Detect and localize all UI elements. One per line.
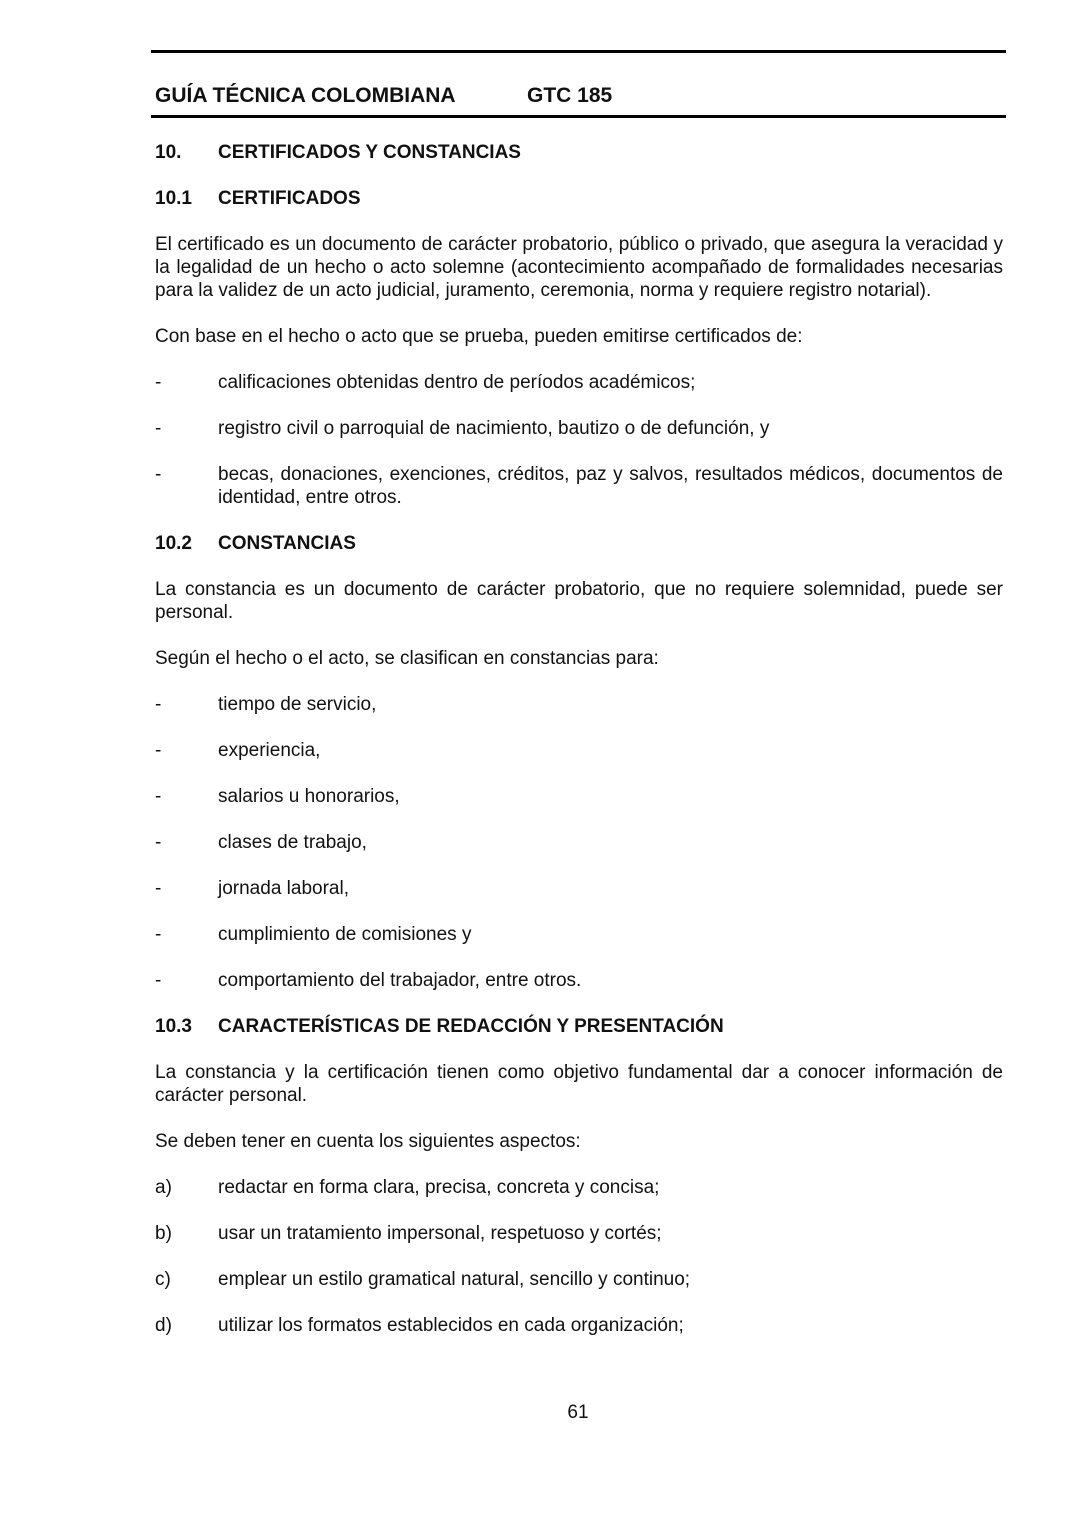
section-heading-10-2: [155, 532, 1003, 555]
section-heading-10: [155, 141, 1003, 164]
header-bottom-rule: [151, 115, 1006, 118]
list-marker: c): [155, 1269, 171, 1290]
list-marker: -: [155, 878, 162, 899]
paragraph: Según el hecho o el acto, se clasifican en constancias para:: [155, 648, 659, 669]
list-item: [155, 739, 1003, 762]
list-item-text: becas, donaciones, exenciones, créditos, paz y salvos, resultados médicos, documentos de identidad, entre otros.: [218, 464, 1003, 508]
list-item-text: jornada laboral,: [218, 878, 349, 899]
list-marker: -: [155, 924, 162, 945]
list-item: [155, 371, 1003, 394]
section-heading-10-3: [155, 1015, 1003, 1038]
list-item: [155, 785, 1003, 808]
list-item: [155, 831, 1003, 854]
section-number: 10.2: [155, 533, 192, 554]
list-item-text: tiempo de servicio,: [218, 694, 377, 715]
paragraph: La constancia es un documento de carácter probatorio, que no requiere solemnidad, puede ser personal.: [155, 579, 1003, 623]
page-number: 61: [567, 1402, 589, 1423]
document-title: GUÍA TÉCNICA COLOMBIANA: [155, 84, 456, 107]
list-item-text: emplear un estilo gramatical natural, sencillo y continuo;: [218, 1269, 691, 1290]
list-item-text: comportamiento del trabajador, entre otros.: [218, 970, 582, 991]
running-header: [155, 84, 613, 108]
paragraph: La constancia y la certificación tienen como objetivo fundamental dar a conocer información de carácter personal.: [155, 1062, 1003, 1106]
list-marker: a): [155, 1177, 172, 1198]
list-marker: b): [155, 1223, 172, 1244]
list-marker: -: [155, 970, 162, 991]
list-item-text: registro civil o parroquial de nacimiento, bautizo o de defunción, y: [218, 418, 770, 439]
page-body: [155, 141, 1003, 1337]
section-title: CERTIFICADOS Y CONSTANCIAS: [218, 142, 521, 163]
list-item: [155, 417, 1003, 440]
list-item-text: utilizar los formatos establecidos en cada organización;: [218, 1315, 684, 1336]
list-item-text: salarios u honorarios,: [218, 786, 400, 807]
section-number: 10.3: [155, 1016, 192, 1037]
paragraph: El certificado es un documento de carácter probatorio, público o privado, que asegura la veracidad y la legalidad de un hecho o acto solemne (acontecimiento acompañado de formalidades necesarias para la validez de un acto judicial, juramento, ceremonia, norma y requiere registro notarial).: [155, 234, 1003, 301]
list-item-text: cumplimiento de comisiones y: [218, 924, 472, 945]
list-item-text: redactar en forma clara, precisa, concreta y concisa;: [218, 1177, 660, 1198]
list-item-text: usar un tratamiento impersonal, respetuoso y cortés;: [218, 1223, 662, 1244]
paragraph: Con base en el hecho o acto que se prueba, pueden emitirse certificados de:: [155, 326, 803, 347]
list-marker: -: [155, 740, 162, 761]
section-number: 10.1: [155, 188, 192, 209]
list-item: [155, 1268, 1003, 1291]
list-item: [155, 969, 1003, 992]
list-marker: -: [155, 694, 162, 715]
list-item: [155, 1222, 1003, 1245]
section-title: CONSTANCIAS: [218, 533, 356, 554]
list-item: [155, 1176, 1003, 1199]
list-marker: -: [155, 418, 162, 439]
list-item: [155, 1314, 1003, 1337]
list-marker: d): [155, 1315, 172, 1336]
list-item-text: experiencia,: [218, 740, 321, 761]
list-item: [155, 923, 1003, 946]
document-code: GTC 185: [527, 84, 613, 107]
section-number: 10.: [155, 142, 182, 163]
list-item-text: calificaciones obtenidas dentro de períodos académicos;: [218, 372, 696, 393]
paragraph: Se deben tener en cuenta los siguientes aspectos:: [155, 1131, 581, 1152]
list-marker: -: [155, 832, 162, 853]
list-marker: -: [155, 786, 162, 807]
list-item: [155, 877, 1003, 900]
list-marker: -: [155, 464, 162, 485]
list-item-text: clases de trabajo,: [218, 832, 367, 853]
section-title: CARACTERÍSTICAS DE REDACCIÓN Y PRESENTACIÓN: [218, 1016, 724, 1037]
section-title: CERTIFICADOS: [218, 188, 361, 209]
list-item: [155, 463, 1003, 509]
list-item: [155, 693, 1003, 716]
section-heading-10-1: [155, 187, 1003, 210]
list-marker: -: [155, 372, 162, 393]
header-top-rule: [151, 50, 1006, 53]
